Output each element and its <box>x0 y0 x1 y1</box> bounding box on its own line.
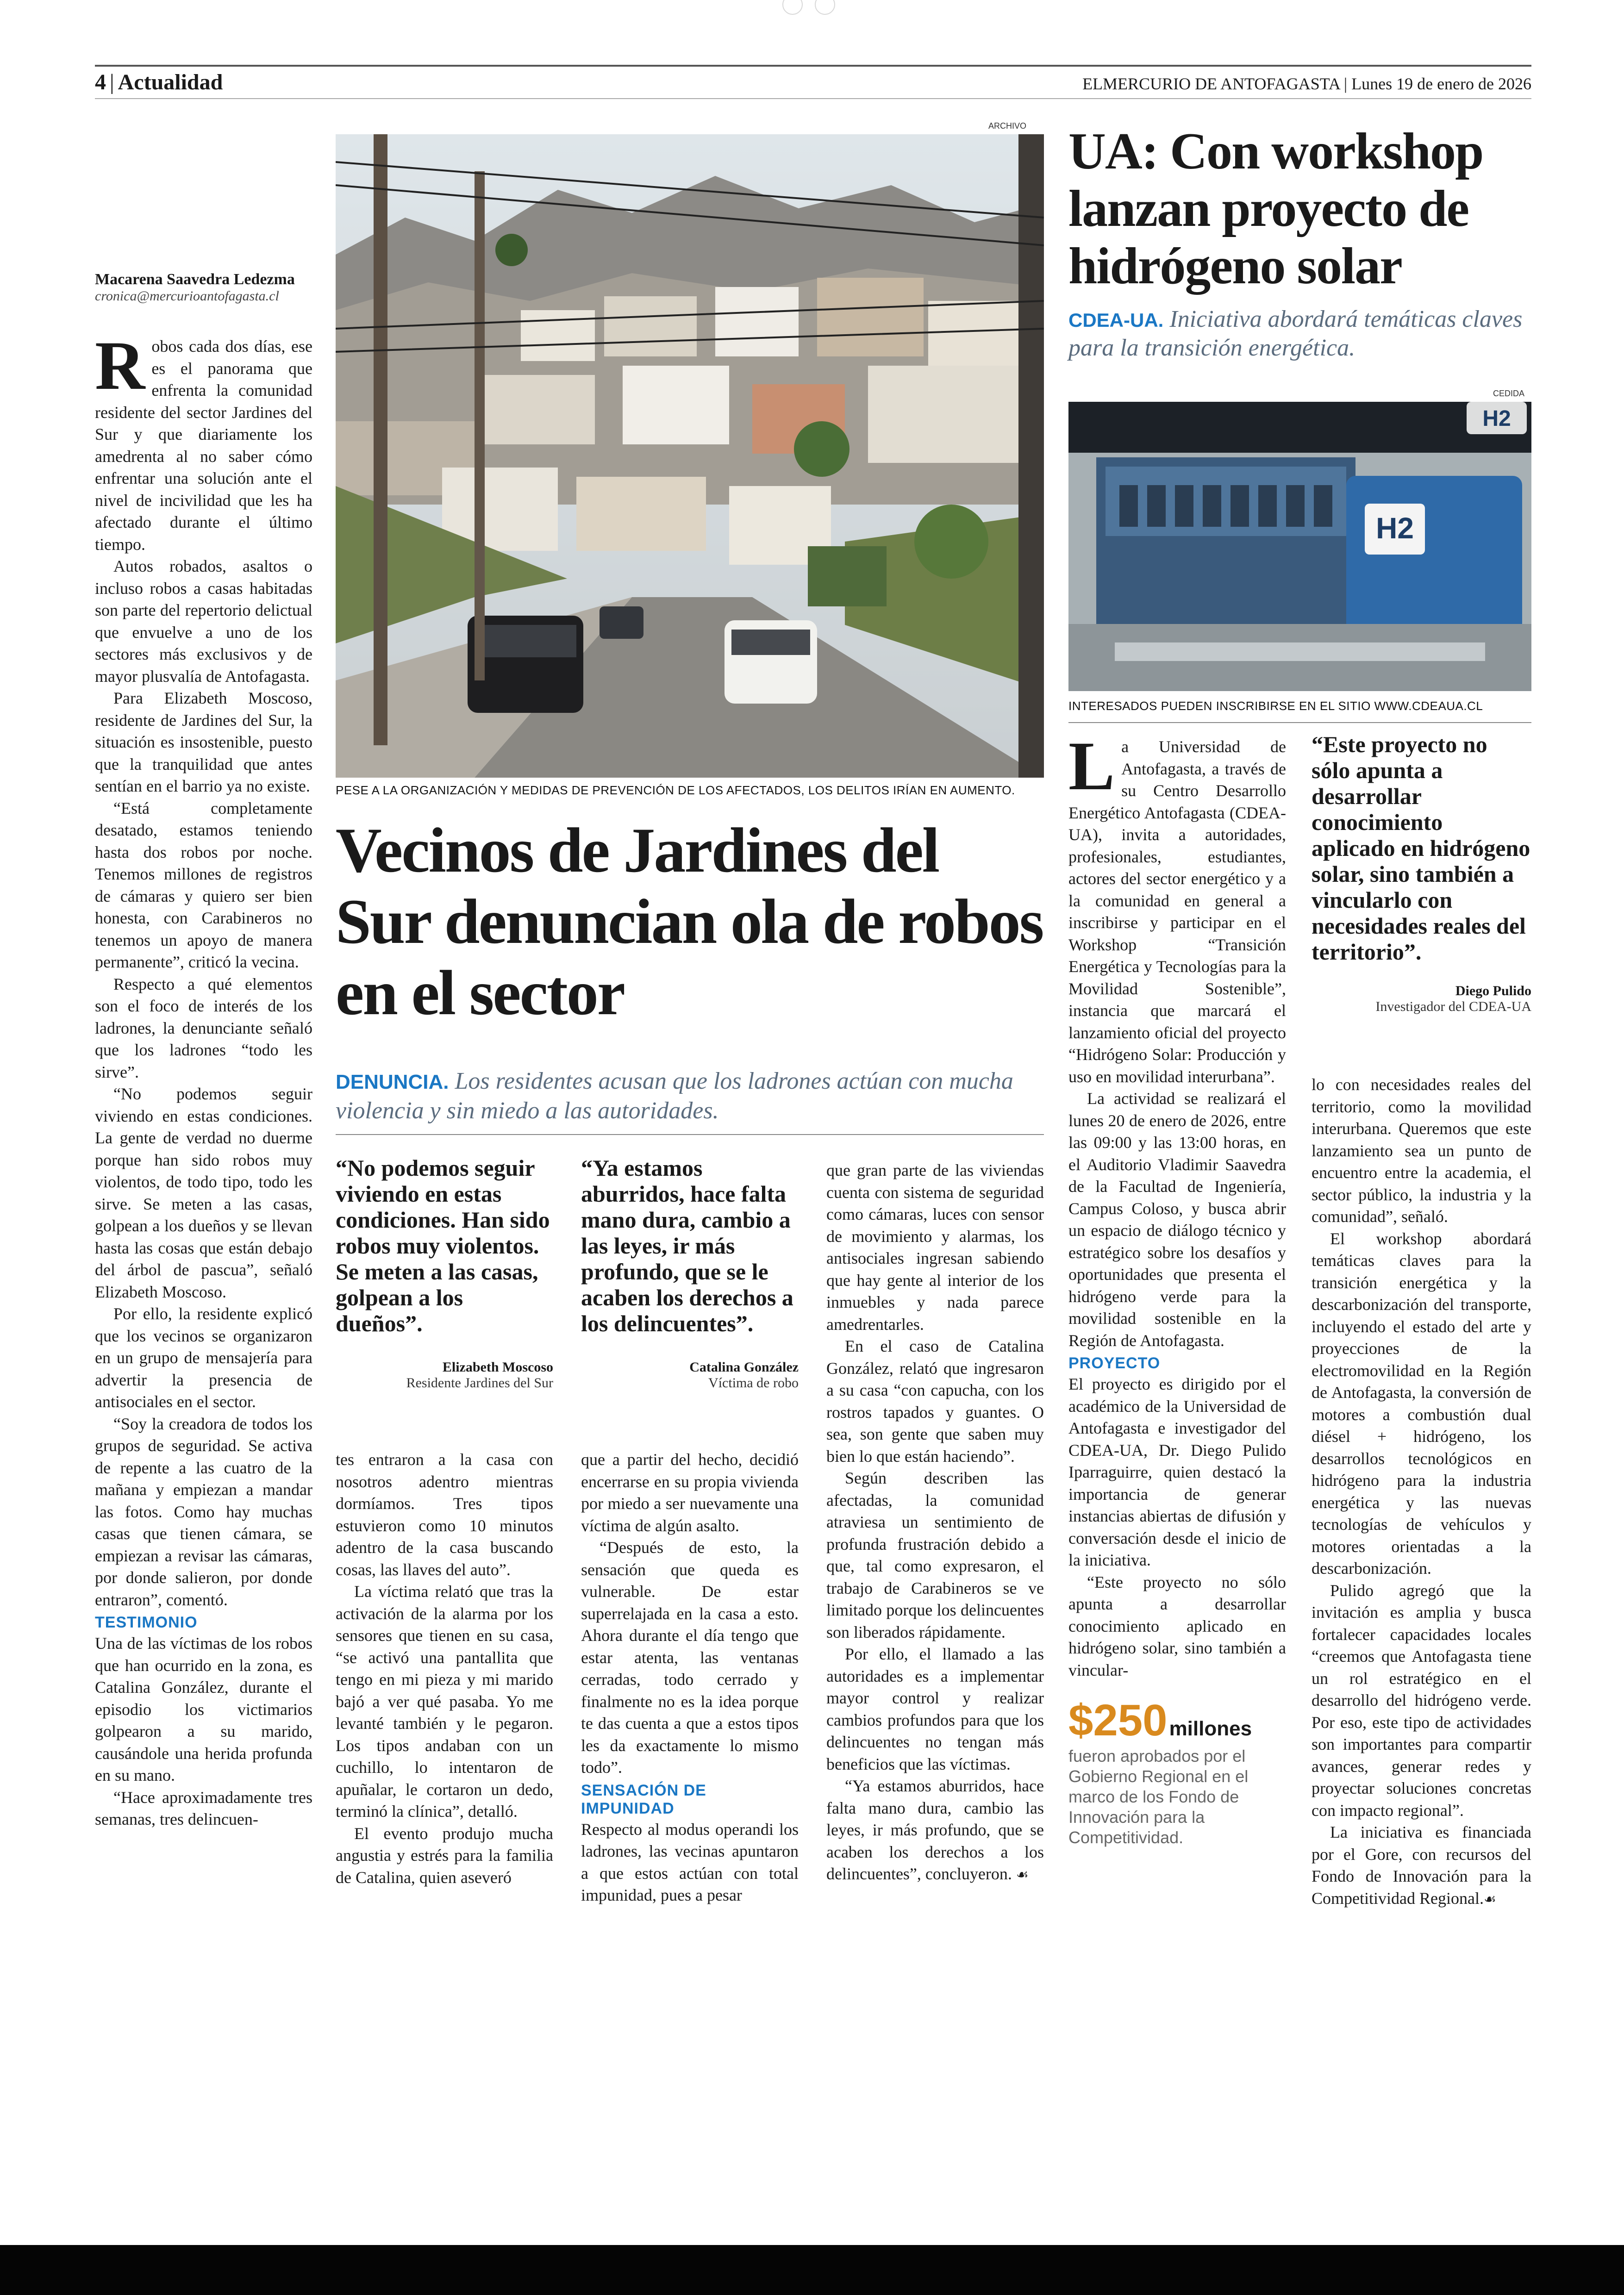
photo-caption: PESE A LA ORGANIZACIÓN Y MEDIDAS DE PREVENCIÓN DE LOS AFECTADOS, LOS DELITOS IRÍAN EN AUMENTO. <box>336 783 1015 797</box>
pull-quote-2 <box>581 1155 799 1391</box>
paragraph: “Soy la creadora de todos los grupos de seguridad. Se activa de repente a las cuatro de la mañana y empiezan a mandar las fotos. Como hay muchas casas que tienen cámara, se empiezan a revisar las cámaras, por donde salieron, por donde entraron”, comentó. <box>95 1414 312 1609</box>
quote-text: “Este proyecto no sólo apunta a desarrollar conocimiento aplicado en hidrógeno solar, sino también a vincularlo con necesidades reales del territorio”. <box>1312 731 1530 965</box>
paragraph: “Después de esto, la sensación que queda es vulnerable. De estar superrelajada en la casa a esto. Ahora durante el día tengo que estar atenta, las ventanas cerradas, todo cerrado y finalmente no es la idea porque te das cuenta a que a estos tipos les da exactamente lo mismo todo”. <box>581 1538 799 1777</box>
publication-date: Lunes 19 de enero de 2026 <box>1351 75 1531 93</box>
main-col-2 <box>336 1449 553 1889</box>
engine-image <box>1068 402 1531 691</box>
h2-label-small: H2 <box>1376 511 1414 545</box>
main-col-1 <box>95 327 312 1831</box>
side-subhead <box>1068 306 1536 362</box>
paragraph: La iniciativa es financiada por el Gore, con recursos del Fondo de Innovación para la Competitividad Regional.☙ <box>1312 1823 1531 1908</box>
bottom-bar <box>0 2245 1624 2295</box>
header-rule-thin <box>95 98 1531 99</box>
h2-label-big: H2 <box>1482 406 1511 431</box>
paragraph: “No podemos seguir viviendo en estas condiciones. La gente de verdad no duerme porque han sido robos muy violentos, de todo tipo, todo les sirve. Se meten a las casas, golpean a los dueños y se llevan hasta las cosas que están debajo del árbol de pascua”, señaló Elizabeth Moscoso. <box>95 1085 312 1301</box>
paragraph: tes entraron a la casa con nosotros adentro mientras dormíamos. Tres tipos estuvieron como 10 minutos adentro de la casa buscando cosas, las llaves del auto”. <box>336 1450 553 1579</box>
pager-dot-icon[interactable] <box>815 0 835 15</box>
end-mark-icon: ☙ <box>1016 1867 1029 1883</box>
quote-role: Residente Jardines del Sur <box>406 1375 553 1391</box>
page-header-left: 4 | Actualidad <box>95 70 223 94</box>
side-photo-credit: CEDIDA <box>1493 389 1525 398</box>
paragraph: Pulido agregó que la invitación es amplia y busca fortalecer capacidades locales “creemos que Antofagasta tiene un rol estratégico en el desarrollo del hidrógeno verde. Por eso, este tipo de actividades son importantes para compartir avances, generar redes y proyectar soluciones concretas con impacto regional”. <box>1312 1581 1531 1820</box>
paragraph: Para Elizabeth Moscoso, residente de Jardines del Sur, la situación es insostenible, puesto que la tranquilidad que antes sentían en el barrio ya no existe. <box>95 689 312 795</box>
paragraph: que gran parte de las viviendas cuenta con sistema de seguridad como cámaras, luces con sensor de movimiento y alarmas, los antisociales ingresan sabiendo que hay gente al interior de los inmuebles y nada parece amedrentarles. <box>826 1161 1044 1334</box>
paragraph: La Universidad de Antofagasta, a través de su Centro Desarrollo Energético Antofagasta (CDEA-UA), invita a autoridades, profesionales, estudiantes, actores del sector energético y a la comunidad en general a inscribirse y participar en el Workshop “Transición Energética y Tecnologías para la Movilidad Sostenible”, instancia que marcará el lanzamiento oficial del proyecto “Hidrógeno Solar: Producción y uso en movilidad interurbana”. <box>1068 728 1286 1086</box>
quote-role: Víctima de robo <box>708 1375 799 1391</box>
subtitle-proyecto: PROYECTO <box>1068 1354 1161 1372</box>
stat-value: $250 <box>1068 1696 1168 1745</box>
paragraph: El workshop abordará temáticas claves para la transición energética y la descarbonización del transporte, incluyendo el estado del arte y proyecciones de la electromovilidad en la Región de Antofagasta, la conversión de motores a combustión dual diésel + hidrógeno, los desarrollos tecnológicos en hidrógeno para la industria energética y las nuevas tecnologías de vehículos y motores orientadas a la descarbonización. <box>1312 1229 1531 1578</box>
paragraph: Por ello, el llamado a las autoridades es a implementar mayor control y realizar cambios profundos para que los delincuentes no tengan más beneficios que las víctimas. <box>826 1645 1044 1773</box>
subtitle-impunidad: SENSACIÓN DE IMPUNIDAD <box>581 1781 706 1817</box>
side-pull-quote <box>1312 731 1531 1015</box>
quote-text: “No podemos seguir viviendo en estas condiciones. Han sido robos muy violentos. Se meten a las casas, golpean a los dueños”. <box>336 1155 550 1336</box>
side-col-2 <box>1312 1074 1531 1910</box>
side-photo-caption: INTERESADOS PUEDEN INSCRIBIRSE EN EL SITIO WWW.CDEAUA.CL <box>1068 699 1483 713</box>
paragraph: “Este proyecto no sólo apunta a desarrollar conocimiento aplicado en hidrógeno solar, sino también a vincular- <box>1068 1572 1286 1679</box>
quote-author: Catalina González <box>689 1360 799 1375</box>
quote-role: Investigador del CDEA-UA <box>1375 999 1531 1014</box>
header-rule <box>95 65 1531 67</box>
page-header-right: ELMERCURIO DE ANTOFAGASTA | Lunes 19 de enero de 2026 <box>1082 75 1531 93</box>
paragraph: “Hace aproximadamente tres semanas, tres delincuen- <box>95 1788 312 1828</box>
paragraph: En el caso de Catalina González, relató que ingresaron a su casa “con capucha, con los rostros tapados y guantes. O sea, son gente que saben muy bien lo que están haciendo”. <box>826 1337 1044 1466</box>
paragraph: Según describen las afectadas, la comunidad atraviesa un sentimiento de profunda frustración debido a que, tal como expresaron, el trabajo de Carabineros se ve limitado porque los delincuentes son liberados rápidamente. <box>826 1469 1044 1641</box>
paragraph: lo con necesidades reales del territorio, como la movilidad interurbana. Queremos que este lanzamiento sea un punto de encuentro entre la academia, el sector público, la industria y la comunidad”, señaló. <box>1312 1075 1531 1226</box>
paragraph: “Está completamente desatado, estamos teniendo hasta dos robos por noche. Tenemos millones de registros de cámaras y quiero ser bien honesta, con Carabineros no tenemos un apoyo de manera permanente”, criticó la vecina. <box>95 798 312 971</box>
dropcap: L <box>1068 728 1115 804</box>
paragraph: Respecto a qué elementos son el foco de interés de los ladrones, la denunciante señaló que los ladrones “todo les sirve”. <box>95 974 312 1081</box>
side-subhead-text: Iniciativa abordará temáticas claves para la transición energética. <box>1068 306 1523 361</box>
main-subhead <box>336 1067 1044 1125</box>
paragraph: Una de las víctimas de los robos que han ocurrido en la zona, es Catalina González, durante el episodio los victimarios golpearon a su marido, causándole una herida profunda en su mano. <box>95 1634 312 1784</box>
side-headline: UA: Con workshop lanzan proyecto de hidrógeno solar <box>1068 123 1483 295</box>
byline-name: Macarena Saavedra Ledezma <box>95 271 295 288</box>
main-col-3 <box>581 1449 799 1907</box>
side-col-1 <box>1068 728 1286 1848</box>
stat-unit: millones <box>1169 1717 1252 1740</box>
paragraph: La víctima relató que tras la activación de la alarma por los sensores que tienen en su casa, “se activó una pantallita que tengo en mi pieza y mi marido bajó a ver qué pasaba. Yo me levanté también y le pegaron. Los tipos andaban con un cuchillo, lo intentaron de apuñalar, le cortaron un dedo, terminó la clínica”, detalló. <box>336 1582 553 1821</box>
paragraph: Robos cada dos días, ese es el panorama que enfrenta la comunidad residente del sector Jardines del Sur y que diariamente los amedrenta al no saber cómo enfrentar una solución ante el nivel de incivilidad que les ha afectado durante el último tiempo. <box>95 327 312 554</box>
street-photo <box>336 134 1044 778</box>
pager-dot-icon[interactable] <box>782 0 803 15</box>
pull-quote-1 <box>336 1155 553 1391</box>
pager-dots <box>782 0 843 14</box>
byline-email: cronica@mercurioantofagasta.cl <box>95 288 279 304</box>
paragraph: Por ello, la residente explicó que los vecinos se organizaron en un grupo de mensajería para advertir la presencia de antisociales en el sector. <box>95 1304 312 1411</box>
section-name: Actualidad <box>118 70 223 94</box>
stat-text: fueron aprobados por el Gobierno Regional en el marco de los Fondo de Innovación para la Competitividad. <box>1068 1746 1249 1847</box>
quote-text: “Ya estamos aburridos, hace falta mano dura, cambio a las leyes, ir más profundo, que se le acaben los derechos a los delincuentes”. <box>581 1155 793 1336</box>
paragraph: La actividad se realizará el lunes 20 de enero de 2026, entre las 09:00 y las 13:00 horas, en el Auditorio Vladimir Saavedra de la Facultad de Ingeniería, Campus Coloso, y busca abrir un espacio de diálogo técnico y estratégico sobre los desafíos y oportunidades que presenta el hidrógeno verde para la movilidad sostenible en la Región de Antofagasta. <box>1068 1089 1286 1350</box>
main-headline: Vecinos de Jardines del Sur denuncian ola de robos en el sector <box>336 815 1043 1028</box>
photo-credit: ARCHIVO <box>988 121 1027 131</box>
side-kicker: CDEA-UA. <box>1068 309 1164 331</box>
paragraph: El evento produjo mucha angustia y estrés para la familia de Catalina, quien aseveró <box>336 1824 553 1887</box>
main-kicker: DENUNCIA. <box>336 1071 449 1093</box>
subtitle-testimonio: TESTIMONIO <box>95 1614 198 1631</box>
engine-photo <box>1068 402 1531 691</box>
page-number: 4 <box>95 70 106 94</box>
end-mark-icon: ☙ <box>1483 1891 1496 1908</box>
main-subhead-text: Los residentes acusan que los ladrones actúan con mucha violencia y sin miedo a las autoridades. <box>336 1068 1013 1124</box>
paragraph: Respecto al modus operandi los ladrones, las vecinas apuntaron a que estos actúan con total impunidad, pues a pesar <box>581 1820 799 1904</box>
paragraph: “Ya estamos aburridos, hace falta mano dura, cambio las leyes, ir más profundo, que se acaben los derechos a los delincuentes”, concluyeron. ☙ <box>826 1777 1044 1883</box>
main-col-4 <box>826 1160 1044 1886</box>
paragraph: El proyecto es dirigido por el académico de la Universidad de Antofagasta e investigador del CDEA-UA, Dr. Diego Pulido Iparraguirre, quien destacó la importancia de generar instancias abiertas de difusión y conversación desde el inicio de la iniciativa. <box>1068 1375 1286 1569</box>
paragraph: que a partir del hecho, decidió encerrarse en su propia vivienda por miedo a ser nuevamente una víctima de algún asalto. <box>581 1450 799 1535</box>
quote-author: Diego Pulido <box>1455 983 1531 998</box>
stat-box <box>1068 1695 1286 1848</box>
street-scene-image <box>336 134 1044 778</box>
quote-author: Elizabeth Moscoso <box>442 1360 553 1375</box>
dropcap: R <box>95 327 145 404</box>
byline <box>95 271 312 304</box>
paragraph: Autos robados, asaltos o incluso robos a casas habitadas son parte del repertorio delictual que envuelve a uno de los sectores más exclusivos y de mayor plusvalía de Antofagasta. <box>95 557 312 686</box>
subhead-rule <box>336 1134 1044 1135</box>
side-caption-rule <box>1068 722 1531 723</box>
publication-name: ELMERCURIO DE ANTOFAGASTA <box>1082 75 1340 93</box>
